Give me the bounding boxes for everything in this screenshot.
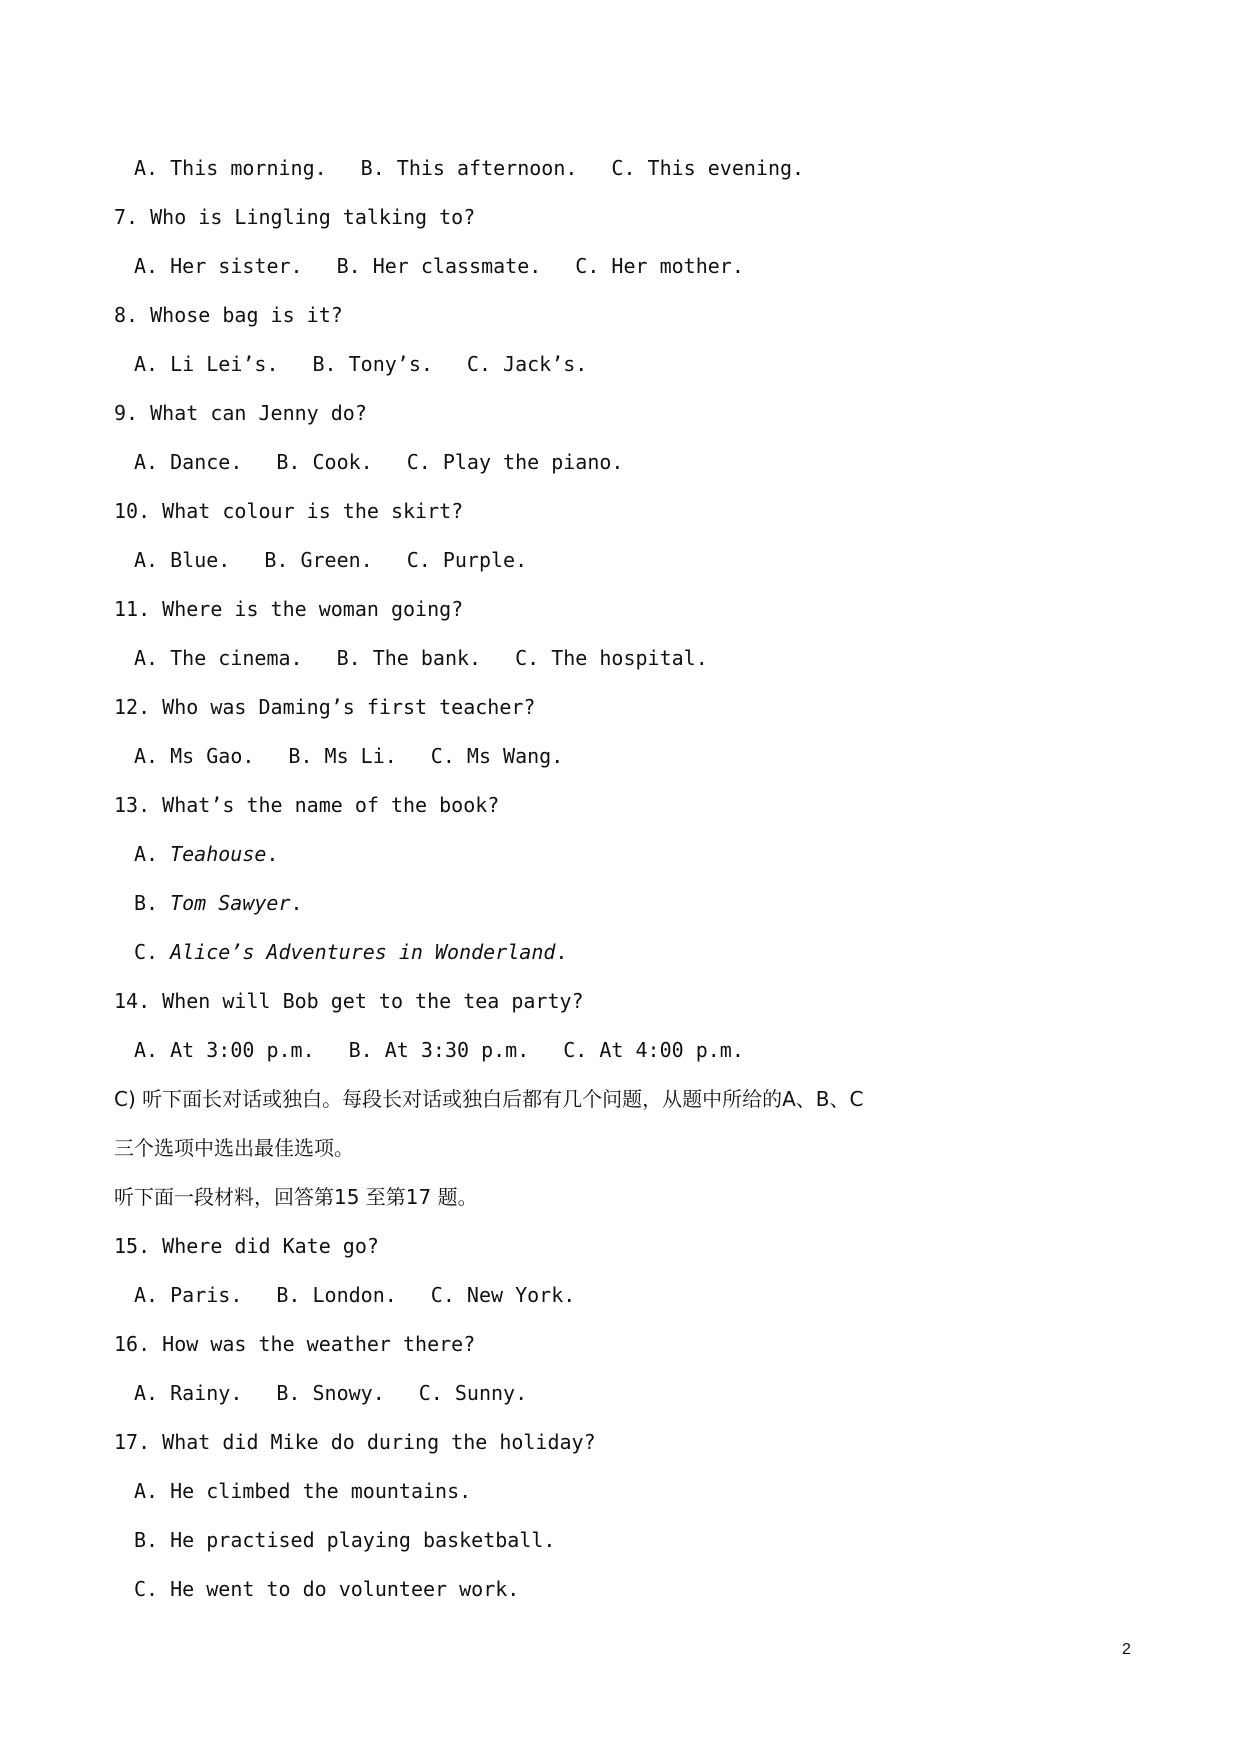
option-a: A. Blue. — [134, 548, 231, 572]
option-b: B. London. — [276, 1283, 397, 1307]
book-title: Tom Sawyer — [170, 891, 291, 915]
option-line: A. He climbed the mountains. — [134, 1479, 472, 1503]
options-line — [114, 1038, 1124, 1087]
option-a: A. Rainy. — [134, 1381, 243, 1405]
question-line: 16. How was the weather there? — [114, 1332, 476, 1356]
option-label: A. — [134, 842, 159, 866]
option-b: B. Cook. — [276, 450, 373, 474]
option-c: C. New York. — [430, 1283, 576, 1307]
option-a: A. At 3:00 p.m. — [134, 1038, 315, 1062]
option-a: A. Paris. — [134, 1283, 243, 1307]
option-b: B. Tony’s. — [312, 352, 433, 376]
option-tail: . — [290, 891, 303, 915]
question-line: 12. Who was Daming’s first teacher? — [114, 695, 536, 719]
book-title: Teahouse — [170, 842, 267, 866]
question-line: 11. Where is the woman going? — [114, 597, 464, 621]
option-a: A. Dance. — [134, 450, 243, 474]
options-line — [114, 744, 1124, 793]
option-tail: . — [555, 940, 568, 964]
exam-content — [114, 156, 1124, 1626]
option-c: C. Ms Wang. — [430, 744, 564, 768]
options-line — [114, 450, 1124, 499]
option-line: C. He went to do volunteer work. — [134, 1577, 520, 1601]
option-b: B. Her classmate. — [336, 254, 542, 278]
option-c: C. The hospital. — [515, 646, 708, 670]
instruction-line: C) 听下面长对话或独白。每段长对话或独白后都有几个问题，从题中所给的A、B、C — [114, 1087, 864, 1111]
option-a: A. Ms Gao. — [134, 744, 255, 768]
book-title: Alice’s Adventures in Wonderland — [170, 940, 556, 964]
question-line: 9. What can Jenny do? — [114, 401, 367, 425]
option-line — [114, 842, 1124, 891]
question-line: 10. What colour is the skirt? — [114, 499, 464, 523]
option-c: C. At 4:00 p.m. — [563, 1038, 744, 1062]
option-c: C. Her mother. — [575, 254, 744, 278]
options-line — [114, 646, 1124, 695]
option-c: C. This evening. — [611, 156, 805, 180]
question-line: 8. Whose bag is it? — [114, 303, 343, 327]
question-line: 15. Where did Kate go? — [114, 1234, 379, 1258]
options-line — [114, 1283, 1124, 1332]
option-a: A. This morning. — [134, 156, 327, 180]
option-label: B. — [134, 891, 159, 915]
instruction-line: 三个选项中选出最佳选项。 — [114, 1136, 354, 1160]
options-line — [114, 352, 1124, 401]
option-c: C. Play the piano. — [406, 450, 624, 474]
option-b: B. This afternoon. — [360, 156, 578, 180]
question-line: 17. What did Mike do during the holiday? — [114, 1430, 596, 1454]
options-line — [114, 548, 1124, 597]
page-number: 2 — [1122, 1641, 1131, 1658]
options-line — [114, 254, 1124, 303]
option-b: B. The bank. — [336, 646, 482, 670]
option-b: B. Ms Li. — [288, 744, 397, 768]
option-label: C. — [134, 940, 159, 964]
option-b: B. Snowy. — [276, 1381, 385, 1405]
option-c: C. Purple. — [406, 548, 528, 572]
option-line — [114, 940, 1124, 989]
option-tail: . — [266, 842, 279, 866]
question-line: 13. What’s the name of the book? — [114, 793, 500, 817]
option-c: C. Sunny. — [418, 1381, 528, 1405]
option-line: B. He practised playing basketball. — [134, 1528, 556, 1552]
option-a: A. The cinema. — [134, 646, 303, 670]
option-line — [114, 891, 1124, 940]
option-b: B. At 3:30 p.m. — [348, 1038, 530, 1062]
options-line — [114, 156, 1124, 205]
option-b: B. Green. — [264, 548, 373, 572]
options-line — [114, 1381, 1124, 1430]
option-a: A. Li Lei’s. — [134, 352, 279, 376]
question-line: 14. When will Bob get to the tea party? — [114, 989, 584, 1013]
option-a: A. Her sister. — [134, 254, 303, 278]
option-c: C. Jack’s. — [466, 352, 588, 376]
instruction-line: 听下面一段材料，回答第15 至第17 题。 — [114, 1185, 478, 1209]
question-line: 7. Who is Lingling talking to? — [114, 205, 476, 229]
